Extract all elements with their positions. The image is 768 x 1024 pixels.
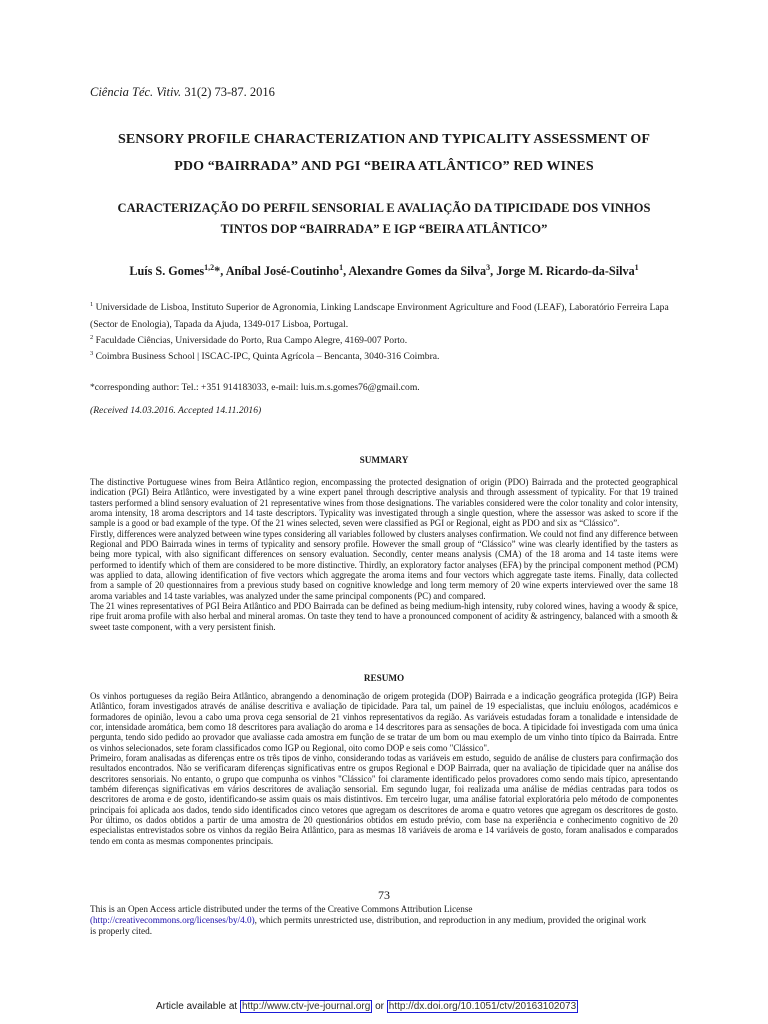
author-separator: , — [490, 264, 497, 278]
author-name: Alexandre Gomes da Silva — [348, 264, 487, 278]
license-text-continued: , which permits unrestricted use, distribution, and reproduction in any medium, provided the original work is properly cited. — [90, 915, 647, 936]
title-en-line-2: PDO “BAIRRADA” AND PGI “BEIRA ATLÂNTICO” RED WINES — [174, 159, 594, 174]
affiliation-1 — [90, 299, 688, 333]
article-title-english — [60, 126, 708, 180]
license-link[interactable]: (http://creativecommons.org/licenses/by/4.0) — [90, 915, 255, 925]
article-title-portuguese — [60, 198, 708, 240]
summary-heading: SUMMARY — [359, 455, 409, 465]
corresponding-author: *corresponding author: Tel.: +351 914183033, e-mail: luis.m.s.gomes76@gmail.com. — [90, 382, 420, 393]
author-separator: , — [343, 264, 349, 278]
affiliation-text: Faculdade Ciências, Universidade do Porto, Rua Campo Alegre, 4169-007 Porto. — [93, 335, 408, 346]
resumo-paragraph: Primeiro, foram analisadas as diferenças entre os três tipos de vinho, considerando todas as variáveis em estudo, seguido de análise de clusters para confirmação dos resultados encontrados. Não se verificaram diferenças significativas entre os grupos Regional e DOP Bairrada, quer na avaliação de tipicidade quer na análise dos descritores sensoriais. No entanto, o grupo que compunha os vinhos "Clássico" foi claramente identificado pelos provadores como sendo mais típico, apresentando também diferenças significativas em vários descritores de avaliação sensorial. Em segundo lugar, foi realizada uma análise de médias centradas para todos os descritores de aroma e de gosto, identificando-se assim quais os mais distintivos. Em terceiro lugar, uma análise fatorial exploratória pelo método de componentes principais foi aplicada aos dados, tendo sido identificados cinco vetores que agregam os descritores de aroma e quatro vetores que agregam os descritores de gosto. Por último, os dados obtidos a partir de uma amostra de 20 questionários obtidos em estudo prévio, com base na experiência e conhecimento cognitivo de 20 especialistas entrevistados sobre os vinhos da região Beira Atlântico, para as mesmas 18 variáveis de aroma e 14 variáveis de gosto, foram analisados e comparados tendo em conta as mesmas componentes principais. — [90, 753, 678, 846]
author-name: Luís S. Gomes — [129, 264, 205, 278]
summary-paragraph: Firstly, differences were analyzed between wine types considering all variables followed by clusters analyses confirmation. We could not find any difference between Regional and PDO Bairrada wines in terms of typicality and sensory profile. However the small group of “Clássico” wine was clearly identified by the tasters as being more typical, with also significant differences on sensory evaluation. Secondly, center means analysis (CMA) of the 18 aroma and 14 taste items were performed to identify which of them are considered to be more distinctive. Thirdly, an exploratory factor analyses (EFA) by the principal component method (PCM) was applied to data, allowing identification of five vectors which aggregate the aroma items and four vectors which aggregate taste items. Finally, data collected from a sample of 20 questionnaires from a previous study based on cognitive knowledge and long term memory of 20 wine experts interviewed over the same 18 aroma variables and 14 taste variables, was analyzed under the same principal components (PC) and compared. — [90, 528, 678, 601]
doi-link[interactable]: http://dx.doi.org/10.1051/ctv/20163102073 — [388, 1001, 577, 1012]
author-affiliation-mark: 1,2 — [204, 263, 215, 272]
summary-paragraph: The distinctive Portuguese wines from Beira Atlântico region, encompassing the protected designation of origin (PDO) Bairrada and the protected geographical indication (PGI) Beira Atlântico, were investigated by a wine expert panel through descriptive analysis and through assessment of typicality. For that 19 trained tasters performed a blind sensory evaluation of 21 representative wines from those designations. The variables considered were the color tonality and color intensity, aroma intensity, 18 aroma descriptors and 14 taste descriptors. Typicality was investigated through a single question, where the assessor was asked to score if the sample is a good or bad example of the type. Of the 21 wines selected, seven were classified as PGI or Regional, eight as PDO and six as “Clássico”. — [90, 477, 678, 529]
author-name: Jorge M. Ricardo-da-Silva — [496, 264, 635, 278]
resumo-heading: RESUMO — [363, 673, 405, 683]
footer-prefix: Article available at — [156, 1001, 240, 1012]
author-affiliation-mark: 1 — [634, 263, 639, 272]
author-name: Aníbal José-Coutinho — [225, 264, 340, 278]
journal-name: Ciência Téc. Vitiv. — [90, 85, 182, 99]
author-affiliation-mark: 1 — [339, 263, 344, 272]
journal-volume: 31(2) 73-87. 2016 — [181, 85, 275, 99]
page-number: 73 — [378, 888, 390, 902]
affiliation-mark: 3 — [90, 350, 94, 357]
journal-citation — [90, 85, 275, 100]
title-pt-line-1: CARACTERIZAÇÃO DO PERFIL SENSORIAL E AVALIAÇÃO DA TIPICIDADE DOS VINHOS — [117, 201, 651, 215]
affiliation-mark: 1 — [90, 301, 94, 308]
author-list — [60, 264, 708, 279]
article-footer — [156, 1001, 578, 1012]
footer-or: or — [372, 1001, 387, 1012]
resumo-paragraph: Os vinhos portugueses da região Beira Atlântico, abrangendo a denominação de origem protegida (DOP) Bairrada e a indicação geográfica protegida (IGP) Beira Atlântico, foram investigados através de análise descritiva e avaliação de tipicidade. Para tal, um painel de 19 especialistas, que incluiu enólogos, académicos e formadores de opinião, levou a cabo uma prova cega sensorial de 21 vinhos representativos da região. As variáveis estudadas foram a tonalidade e intensidade de cor, intensidade aromática, bem como 18 descritores para avaliação do aroma e 14 descritores para as sensações de boca. A tipicidade foi investigada com uma única pergunta, tendo sido pedido ao provador que avaliasse cada amostra em função de se tratar de um bom ou mau exemplo de um vinho tinto típico da Bairrada. Entre os vinhos selecionados, sete foram classificados como IGP ou Regional, oito como DOP e seis como "Clássico". — [90, 691, 678, 753]
affiliation-2 — [90, 332, 688, 349]
summary-paragraph: The 21 wines representatives of PGI Beira Atlântico and PDO Bairrada can be defined as being medium-high intensity, ruby colored wines, having a woody & spice, ripe fruit aroma profile with also herbal and mineral aromas. On taste they tend to have a pronounced component of acidity & astringency, balanced with a smooth & sweet taste component, with a very persistent finish. — [90, 601, 678, 632]
received-dates: (Received 14.03.2016. Accepted 14.11.2016) — [90, 405, 262, 416]
author-affiliation-mark: 3 — [486, 263, 491, 272]
title-pt-line-2: TINTOS DOP “BAIRRADA” E IGP “BEIRA ATLÂNTICO” — [220, 222, 548, 236]
affiliation-mark: 2 — [90, 334, 94, 341]
summary-text — [90, 477, 678, 632]
author-separator: *, — [214, 264, 226, 278]
affiliation-text: Universidade de Lisboa, Instituto Superior de Agronomia, Linking Landscape Environment Agriculture and Food (LEAF), Laboratório Ferreira Lapa (Sector de Enologia), Tapada da Ajuda, 1349-017 Lisboa, Portugal. — [90, 302, 669, 330]
license-note — [90, 904, 650, 937]
license-text: This is an Open Access article distributed under the terms of the Creative Commons Attribution License — [90, 904, 473, 914]
title-en-line-1: SENSORY PROFILE CHARACTERIZATION AND TYPICALITY ASSESSMENT OF — [117, 132, 650, 147]
affiliation-text: Coimbra Business School | ISCAC-IPC, Quinta Agrícola – Bencanta, 3040-316 Coimbra. — [93, 351, 440, 362]
resumo-text — [90, 691, 678, 846]
affiliation-3 — [90, 348, 688, 365]
journal-website-link[interactable]: http://www.ctv-jve-journal.org — [241, 1001, 371, 1012]
